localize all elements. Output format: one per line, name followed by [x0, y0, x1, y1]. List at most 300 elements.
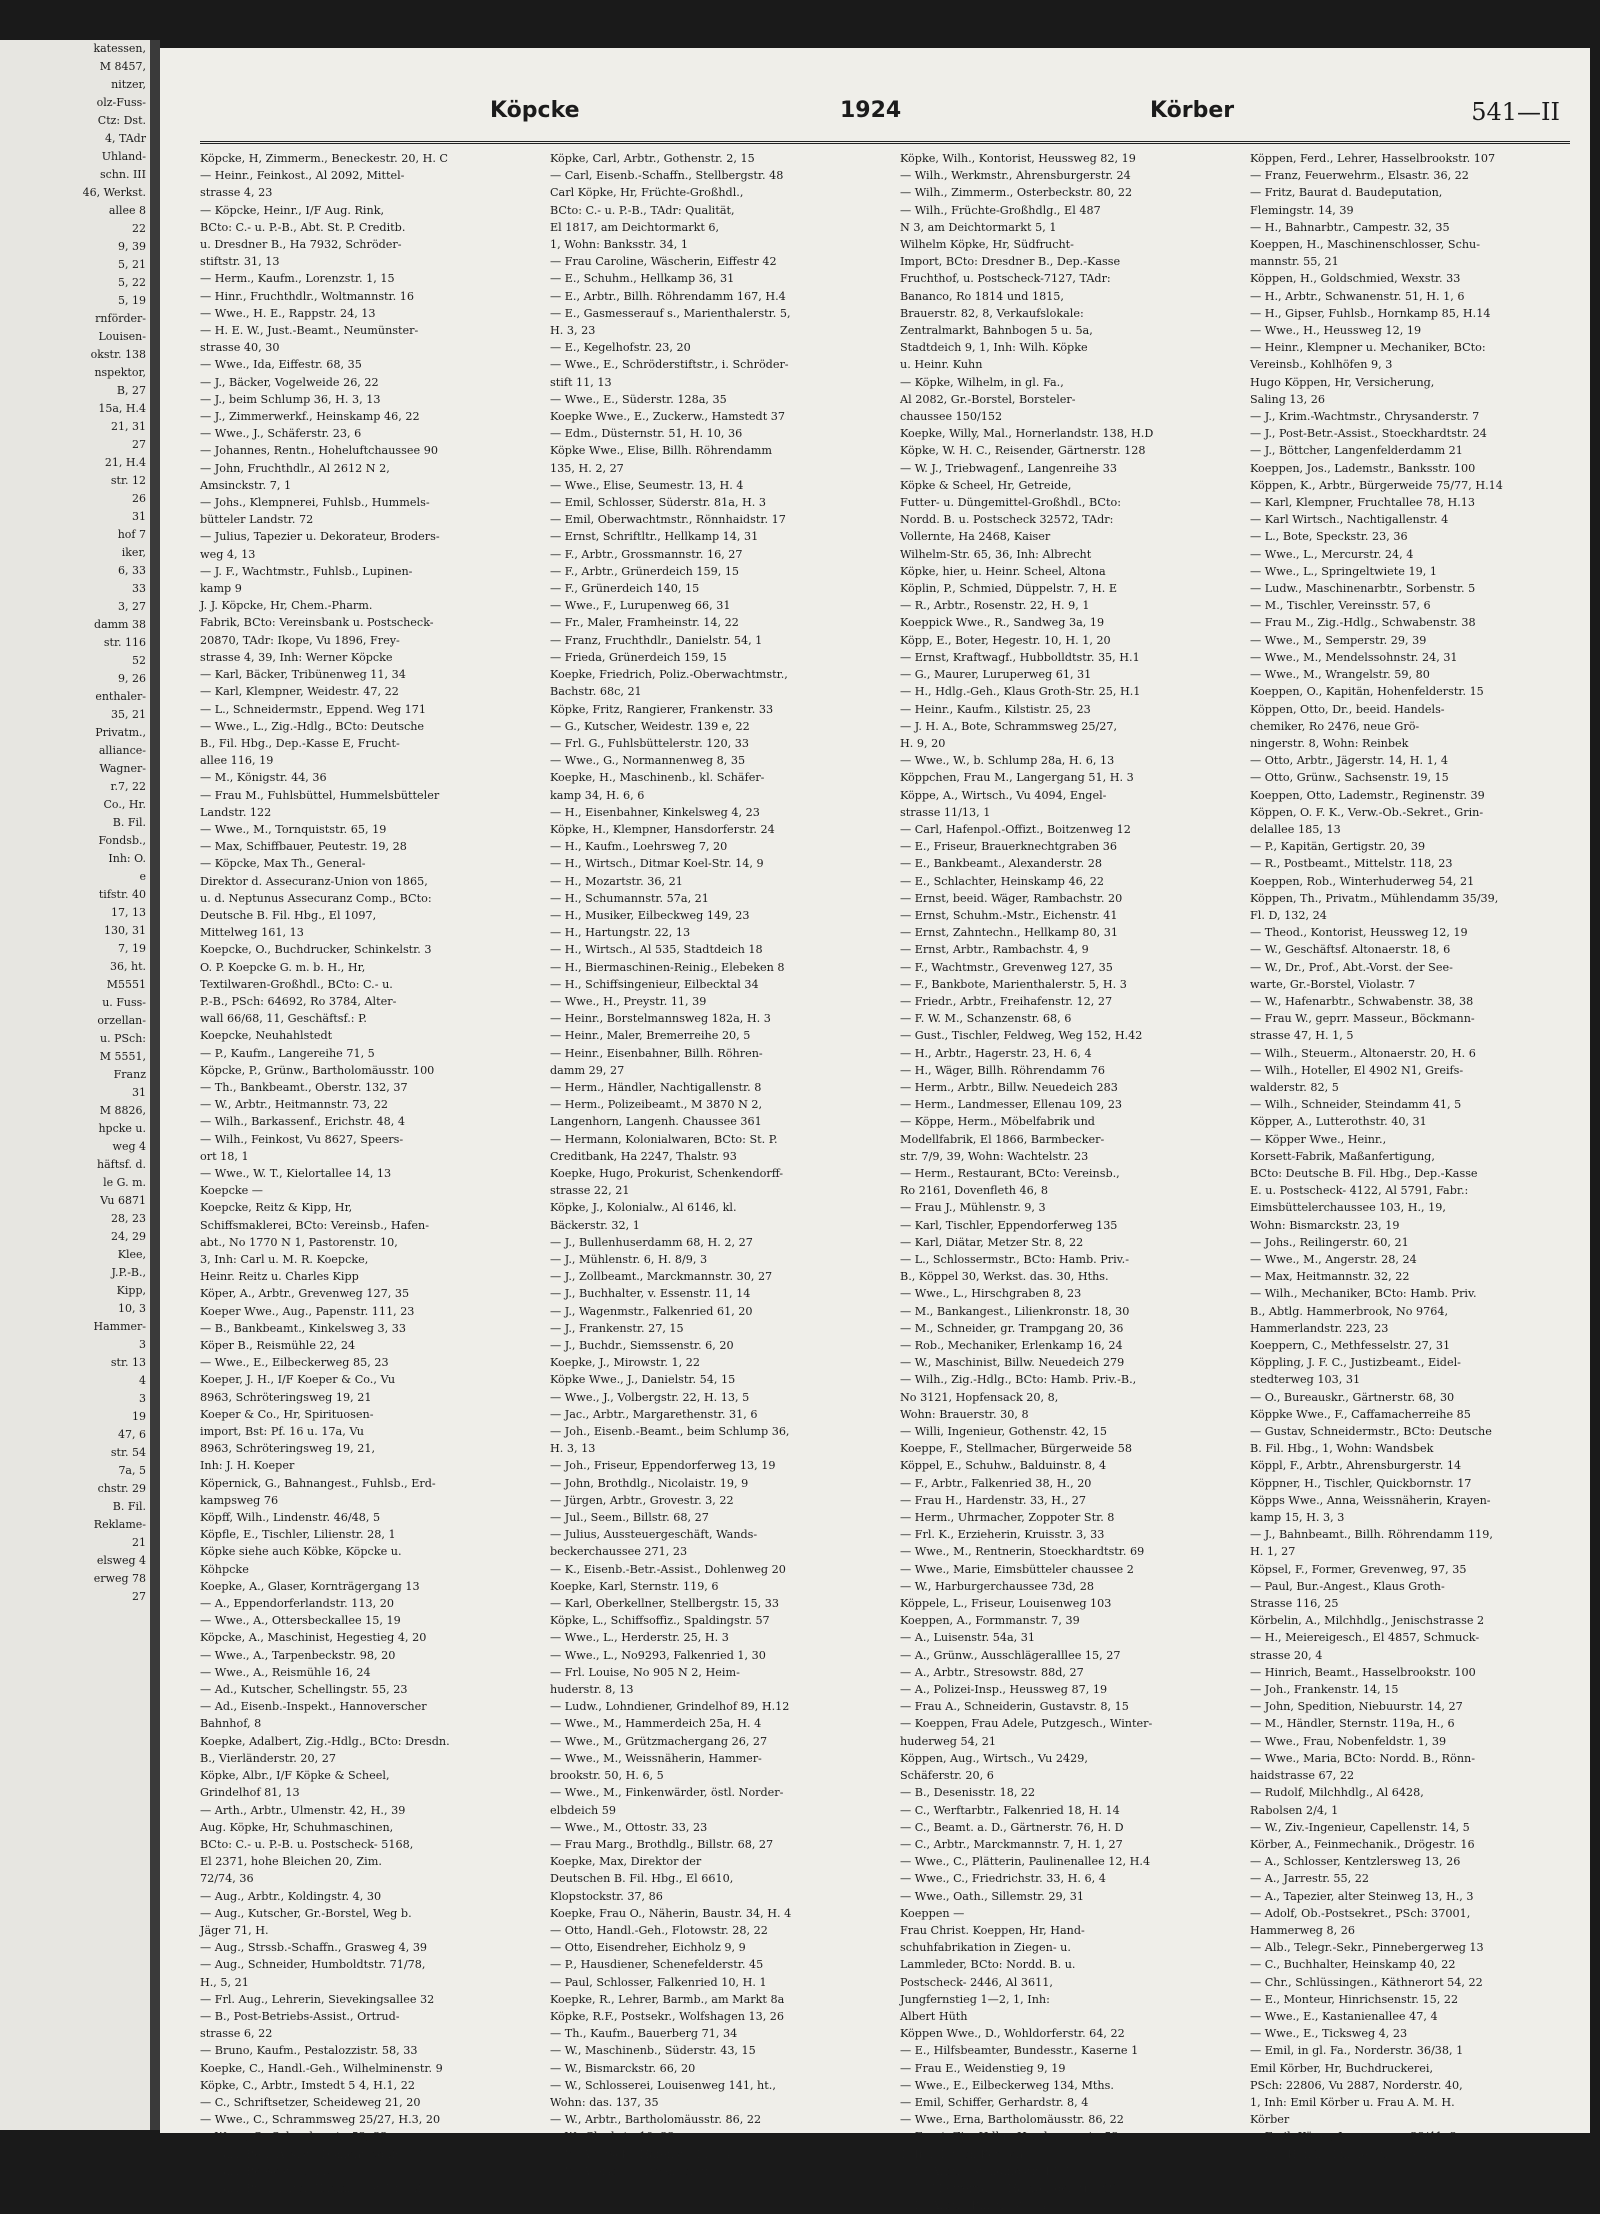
directory-entry: allee 116, 19 — [200, 754, 274, 768]
directory-entry: — Paul, Schlosser, Falkenried 10, H. 1 — [550, 1975, 767, 1989]
directory-entry: Albert Hüth — [900, 2009, 968, 2023]
directory-entry: chemiker, Ro 2476, neue Grö- — [1250, 719, 1420, 733]
directory-entry: — Franz, Fruchthdlr., Danielstr. 54, 1 — [550, 633, 763, 647]
prev-page-fragment: 4 — [139, 1374, 146, 1387]
prev-page-fragment: Privatm., — [95, 726, 146, 739]
directory-entry: — Herm., Händler, Nachtigallenstr. 8 — [550, 1080, 762, 1094]
prev-page-fragment: 22 — [132, 222, 146, 235]
directory-entry: Köppling, J. F. C., Justizbeamt., Eidel- — [1250, 1356, 1461, 1370]
directory-entry: Köppen, Ferd., Lehrer, Hasselbrookstr. 107 — [1250, 152, 1496, 165]
directory-entry: — W., Arbtr., Bartholomäusstr. 86, 22 — [550, 2113, 762, 2127]
directory-entry: — Frau A., Schneiderin, Gustavstr. 8, 15 — [900, 1700, 1129, 1714]
directory-entry: — Köppe, Herm., Möbelfabrik und — [900, 1115, 1095, 1129]
prev-page-fragment: olz-Fuss- — [96, 96, 146, 109]
directory-entry: ort 18, 1 — [200, 1149, 249, 1163]
prev-page-fragment: M5551 — [106, 978, 146, 991]
directory-entry: — Wilh., Hoteller, El 4902 N1, Greifs- — [1250, 1063, 1464, 1077]
directory-entry: Köpke, L., Schiffsoffiz., Spaldingstr. 57 — [550, 1614, 770, 1628]
directory-entry: — Wilh., Zimmerm., Osterbeckstr. 80, 22 — [900, 186, 1133, 200]
prev-page-fragment: 27 — [132, 1590, 146, 1603]
column-1 — [200, 150, 540, 2195]
prev-page-fragment: enthaler- — [95, 690, 146, 703]
prev-page-fragment: 15a, H.4 — [98, 402, 146, 415]
directory-entry: — E., Arbtr., Billh. Röhrendamm 167, H.4 — [550, 289, 786, 303]
directory-entry: strasse 4, 23 — [200, 186, 273, 200]
directory-entry: — Wwe., M., Ottostr. 33, 23 — [550, 1820, 708, 1834]
directory-entry: Saling 13, 26 — [1250, 392, 1325, 406]
directory-entry: — Hermann, Kolonialwaren, BCto: St. P. — [550, 1132, 778, 1146]
prev-page-fragment: allee 8 — [108, 204, 146, 217]
directory-entry: Bäckerstr. 32, 1 — [550, 1218, 640, 1232]
directory-entry: Köpke, hier, u. Heinr. Scheel, Altona — [900, 564, 1106, 578]
directory-entry: — J. H. A., Bote, Schrammsweg 25/27, — [900, 719, 1118, 733]
directory-entry: — Heinr., Eisenbahner, Billh. Röhren- — [550, 1046, 763, 1060]
directory-entry: — Wwe., E., Kastanienallee 47, 4 — [1250, 2009, 1438, 2023]
directory-entry: O. P. Koepcke G. m. b. H., Hr, — [200, 960, 366, 974]
directory-entry: Deutschen B. Fil. Hbg., El 6610, — [550, 1872, 734, 1886]
directory-entry: — Alb., Telegr.-Sekr., Pinnebergerweg 13 — [1250, 1941, 1484, 1955]
directory-entry: — Wwe., M., Grützmachergang 26, 27 — [550, 1734, 768, 1748]
directory-entry: 8963, Schröteringsweg 19, 21 — [200, 1390, 372, 1404]
directory-entry: Köpke, C., Arbtr., Imstedt 5 4, H.1, 22 — [200, 2078, 415, 2092]
directory-entry: — Wilh., Mechaniker, BCto: Hamb. Priv. — [1250, 1287, 1477, 1301]
prev-page-fragment: M 8457, — [99, 60, 146, 73]
directory-entry: — Otto, Eisendreher, Eichholz 9, 9 — [550, 1941, 746, 1955]
directory-entry: — Fritz, Baurat d. Baudeputation, — [1250, 186, 1443, 200]
directory-entry: H. 3, 23 — [550, 324, 596, 338]
directory-entry: H. 3, 13 — [550, 1442, 596, 1456]
directory-entry: — Köpcke, Max Th., General- — [200, 857, 366, 871]
directory-entry: Koepke Wwe., E., Zuckerw., Hamstedt 37 — [550, 410, 785, 424]
directory-entry: — P., Kapitän, Gertigstr. 20, 39 — [1250, 840, 1426, 854]
directory-entry: 20870, TAdr: Ikope, Vu 1896, Frey- — [200, 633, 400, 647]
directory-entry: — H., Hartungstr. 22, 13 — [550, 926, 691, 940]
directory-entry: delallee 185, 13 — [1250, 822, 1341, 836]
directory-entry: — Carl, Eisenb.-Schaffn., Stellbergstr. 48 — [550, 169, 784, 183]
directory-entry: — H., Meiereigesch., El 4857, Schmuck- — [1250, 1631, 1480, 1645]
directory-entry: Koepke, Friedrich, Poliz.-Oberwachtmstr., — [550, 668, 788, 682]
directory-entry: — Wwe., Marie, Eimsbütteler chaussee 2 — [900, 1562, 1134, 1576]
directory-entry: — Wwe., A., Tarpenbeckstr. 98, 20 — [200, 1648, 396, 1662]
directory-entry: — J., Wagenmstr., Falkenried 61, 20 — [550, 1304, 753, 1318]
directory-entry: — Karl, Klempner, Fruchtallee 78, H.13 — [1250, 496, 1475, 510]
directory-entry: — Karl, Klempner, Weidestr. 47, 22 — [200, 685, 399, 699]
directory-entry: — W., Maschinenb., Süderstr. 43, 15 — [550, 2044, 756, 2058]
directory-entry: — Wwe., M., Rentnerin, Stoeckhardtstr. 69 — [900, 1545, 1145, 1559]
directory-entry: kamp 15, H. 3, 3 — [1250, 1511, 1345, 1525]
prev-page-fragment: 10, 3 — [118, 1302, 146, 1315]
directory-entry: Heinr. Reitz u. Charles Kipp — [200, 1270, 359, 1284]
prev-page-fragment: 36, ht. — [110, 960, 146, 973]
directory-entry: — F., Arbtr., Grossmannstr. 16, 27 — [550, 547, 743, 561]
directory-entry: Jungfernstieg 1—2, 1, Inh: — [900, 1992, 1050, 2006]
prev-page-fragment: Inh: O. — [108, 852, 146, 865]
directory-entry: — M., Tischler, Vereinsstr. 57, 6 — [1250, 599, 1431, 613]
directory-entry: — Wilh., Früchte-Großhdlg., El 487 — [900, 203, 1101, 217]
prev-page-fragment: Ctz: Dst. — [97, 114, 146, 127]
directory-entry: strasse 20, 4 — [1250, 1648, 1323, 1662]
directory-entry: Köppl, F., Arbtr., Ahrensburgerstr. 14 — [1250, 1459, 1462, 1473]
directory-entry: Strasse 116, 25 — [1250, 1597, 1339, 1611]
directory-entry: — Frau J., Mühlenstr. 9, 3 — [900, 1201, 1046, 1215]
prev-page-fragment: hpcke u. — [98, 1122, 146, 1135]
prev-page-fragment: 4, TAdr — [105, 132, 146, 145]
directory-entry: Köppe, A., Wirtsch., Vu 4094, Engel- — [900, 788, 1107, 802]
directory-entry: — A., Tapezier, alter Steinweg 13, H., 3 — [1250, 1889, 1474, 1903]
directory-entry: Köpcke, H, Zimmerm., Beneckestr. 20, H. C — [200, 152, 448, 165]
prev-page-fragment: chstr. 29 — [97, 1482, 146, 1495]
directory-entry: — Wwe., W. T., Kielortallee 14, 13 — [200, 1166, 392, 1180]
directory-entry: Koeppen — — [900, 1906, 965, 1920]
directory-entry: H. 1, 27 — [1250, 1545, 1296, 1559]
directory-entry: — F., Grünerdeich 140, 15 — [550, 582, 700, 596]
directory-entry: import, Bst: Pf. 16 u. 17a, Vu — [200, 1425, 364, 1439]
directory-entry: — Wilh., Feinkost, Vu 8627, Speers- — [200, 1132, 404, 1146]
directory-entry: — H., Hdlg.-Geh., Klaus Groth-Str. 25, H.1 — [900, 685, 1141, 699]
directory-entry: — Gustav, Schneidermstr., BCto: Deutsche — [1250, 1425, 1492, 1439]
directory-entry: — Heinr., Borstelmannsweg 182a, H. 3 — [550, 1012, 771, 1026]
directory-entry: Köpke Wwe., Elise, Billh. Röhrendamm — [550, 444, 772, 458]
directory-page — [160, 48, 1590, 2213]
prev-page-fragment: str. 12 — [110, 474, 146, 487]
directory-entry: Koeppe, F., Stellmacher, Bürgerweide 58 — [900, 1442, 1132, 1456]
directory-entry: — Frau M., Fuhlsbüttel, Hummelsbütteler — [200, 788, 440, 802]
directory-entry: — H., Arbtr., Hagerstr. 23, H. 6, 4 — [900, 1046, 1092, 1060]
directory-entry: — W., Gluckstr. 10, 22 — [550, 2130, 675, 2144]
directory-entry: — Ernst, Schuhm.-Mstr., Eichenstr. 41 — [900, 908, 1118, 922]
directory-entry: Koepke, Frau O., Näherin, Baustr. 34, H. 4 — [550, 1906, 792, 1920]
prev-page-fragment: 7a, 5 — [118, 1464, 146, 1477]
directory-entry: Brauerstr. 82, 8, Verkaufslokale: — [900, 306, 1084, 320]
prev-page-fragment: 35, 21 — [111, 708, 146, 721]
prev-page-fragment: B. Fil. — [112, 816, 146, 829]
directory-entry: — Frau E., Weidenstieg 9, 19 — [900, 2061, 1066, 2075]
directory-entry: — A., Luisenstr. 54a, 31 — [900, 1631, 1035, 1645]
header-year: 1924 — [840, 98, 902, 123]
directory-entry: — W., Harburgerchaussee 73d, 28 — [900, 1579, 1094, 1593]
directory-entry: str. 7/9, 39, Wohn: Wachtelstr. 23 — [900, 1149, 1089, 1163]
directory-entry: — J., Böttcher, Langenfelderdamm 21 — [1250, 444, 1463, 458]
directory-entry: Köpp, E., Boter, Hegestr. 10, H. 1, 20 — [900, 633, 1111, 647]
directory-entry: — Wwe., J., Schäferstr. 23, 6 — [200, 427, 362, 441]
directory-entry: — J., Buchdr., Siemssenstr. 6, 20 — [550, 1339, 734, 1353]
directory-entry: Wilhelm Köpke, Hr, Südfrucht- — [900, 238, 1074, 252]
directory-entry: 3, Inh: Carl u. M. R. Koepcke, — [200, 1253, 369, 1266]
directory-entry: 1, Inh: Eugen Köppen — [900, 2147, 1024, 2161]
directory-entry: strasse 11/13, 1 — [900, 805, 991, 819]
directory-entry: — Aug., Kutscher, Gr.-Borstel, Weg b. — [200, 1906, 412, 1920]
directory-entry: — A., Arbtr., Stresowstr. 88d, 27 — [900, 1665, 1084, 1679]
directory-entry: — John, Fruchthdlr., Al 2612 N 2, — [200, 461, 390, 475]
directory-entry: Köpke, Fritz, Rangierer, Frankenstr. 33 — [550, 702, 774, 716]
directory-entry: u. Heinr. Kuhn — [900, 358, 983, 372]
directory-entry: — J., Mühlenstr. 6, H. 8/9, 3 — [550, 1253, 708, 1266]
directory-entry: Koeper & Co., Hr, Spirituosen- — [200, 1407, 374, 1421]
directory-entry: Zentralmarkt, Bahnbogen 5 u. 5a, — [900, 324, 1093, 338]
directory-entry: H. 9, 20 — [900, 736, 946, 750]
directory-entry: Wohn: Brauerstr. 30, 8 — [900, 1407, 1029, 1421]
directory-entry: — F., Arbtr., Spaldingstr. 47, 1 — [900, 2164, 1072, 2178]
prev-page-fragment: 24, 29 — [111, 1230, 146, 1243]
directory-entry: Fruchthof, u. Postscheck-7127, TAdr: — [900, 272, 1111, 286]
directory-entry: — Wilh., Schneider, Steindamm 41, 5 — [1250, 1098, 1462, 1112]
directory-entry: — Frl. K., Erzieherin, Kruisstr. 3, 33 — [900, 1528, 1105, 1542]
directory-entry: Köppen, Aug., Wirtsch., Vu 2429, — [900, 1751, 1088, 1765]
directory-entry: Koeppen, Rob., Winterhuderweg 54, 21 — [1250, 874, 1475, 888]
directory-entry: — E., Bankbeamt., Alexanderstr. 28 — [900, 857, 1102, 871]
directory-entry: Köhpcke — [200, 1562, 249, 1576]
directory-entry: Koeper Wwe., Aug., Papenstr. 111, 23 — [200, 1304, 415, 1318]
directory-entry: elbdeich 59 — [550, 1803, 616, 1817]
directory-entry: — C., Werftarbtr., Falkenried 18, H. 14 — [900, 1803, 1120, 1817]
directory-entry: Köppner, H., Tischler, Quickbornstr. 17 — [1250, 1476, 1472, 1490]
directory-entry: Köppele, L., Friseur, Louisenweg 103 — [900, 1597, 1112, 1611]
directory-entry: — Wwe., L., Herderstr. 25, H. 3 — [550, 1631, 729, 1645]
directory-entry: Koepcke, Reitz & Kipp, Hr, — [200, 1201, 353, 1215]
directory-entry: Köpcke, P., Grünw., Bartholomäusstr. 100 — [200, 1063, 435, 1077]
directory-entry: — Paul, Bur.-Angest., Klaus Groth- — [1250, 1579, 1445, 1593]
directory-entry: — J., Post-Betr.-Assist., Stoeckhardtstr. 24 — [1250, 427, 1487, 441]
directory-entry: — M., Händler, Sternstr. 119a, H., 6 — [1250, 1717, 1455, 1731]
directory-entry: Textilwaren-Großhdl., BCto: C.- u. — [200, 977, 393, 991]
prev-page-fragment: hof 7 — [117, 528, 146, 541]
directory-entry: chaussee 150/152 — [900, 410, 1003, 424]
directory-entry: — W., Werkf., Chrysanderstr. 8, 31 — [550, 2164, 745, 2178]
directory-entry: — M., Königstr. 44, 36 — [200, 771, 327, 785]
directory-entry: — Heinr., Maler, Bremerreihe 20, 5 — [550, 1029, 751, 1043]
directory-entry: — John, Spedition, Niebuurstr. 14, 27 — [1250, 1700, 1463, 1714]
directory-entry: — H., Bahnarbtr., Campestr. 32, 35 — [1250, 220, 1450, 234]
prev-page-fragment: 21 — [132, 1536, 146, 1549]
prev-page-fragment: e — [139, 870, 146, 883]
directory-entry: — Ernst, Zig.-Hdlg., Hamburgerstr. 53, — [900, 2130, 1123, 2144]
directory-entry: — Heinr., Klempner u. Mechaniker, BCto: — [1250, 341, 1486, 355]
directory-entry: — Ludw., Maschinenarbtr., Sorbenstr. 5 — [1250, 582, 1476, 596]
prev-page-fragment: str. 13 — [110, 1356, 146, 1369]
directory-entry: — Frau Marg., Brothdlg., Billstr. 68, 27 — [550, 1837, 774, 1851]
directory-entry: — Wwe., H., Preystr. 11, 39 — [550, 994, 707, 1008]
directory-entry: — E., Kegelhofstr. 23, 20 — [550, 341, 691, 355]
directory-entry: El 2371, hohe Bleichen 20, Zim. — [200, 1855, 382, 1869]
directory-entry: — Köpper Wwe., Heinr., — [1250, 1132, 1387, 1146]
prev-page-fragment: 3, 27 — [118, 600, 146, 613]
directory-entry: — Karl, Tischler, Eppendorferweg 135 — [900, 1218, 1118, 1232]
directory-entry: — W., Geschäftsf. Altonaerstr. 18, 6 — [1250, 943, 1451, 957]
directory-entry: Körbelin, A., Milchhdlg., Jenischstrasse 2 — [1250, 1614, 1485, 1628]
directory-entry: u. Dresdner B., Ha 7932, Schröder- — [200, 238, 402, 252]
directory-entry: — P., Hausdiener, Schenefelderstr. 45 — [550, 1958, 764, 1972]
directory-entry: Jäger 71, H. — [200, 1923, 269, 1937]
prev-page-fragment: 21, 31 — [111, 420, 146, 433]
directory-entry: Rabolsen 2/4, 1 — [1250, 1803, 1339, 1817]
directory-entry: — Emil, Küper, Langergang 38/41, 3 — [1250, 2130, 1457, 2144]
prev-page-fragment: okstr. 138 — [90, 348, 146, 361]
prev-page-fragment: häftsf. d. — [97, 1158, 146, 1171]
directory-entry: — Aug., Schneider, Humboldtstr. 71/78, — [200, 1958, 426, 1972]
directory-entry: stiftstr. 31, 13 — [200, 255, 280, 269]
directory-entry: — Köpcke, Heinr., I/F Aug. Rink, — [200, 203, 385, 217]
directory-entry: Koeppen, A., Formmanstr. 7, 39 — [900, 1614, 1080, 1628]
directory-entry: — C., Schriftsetzer, Scheideweg 21, 20 — [200, 2095, 421, 2109]
prev-page-fragment: B, 27 — [116, 384, 146, 397]
directory-entry: — A., Jarrestr. 55, 22 — [1250, 1872, 1370, 1886]
directory-entry: — H., Wirtsch., Ditmar Koel-Str. 14, 9 — [550, 857, 764, 871]
directory-entry: — J., Bahnbeamt., Billh. Röhrendamm 119, — [1250, 1528, 1493, 1542]
directory-entry: Koepke, H., Maschinenb., kl. Schäfer- — [550, 771, 765, 785]
directory-entry: Köpke, Albr., I/F Köpke & Scheel, — [200, 1769, 390, 1783]
directory-entry: — Frieda, Grünerdeich 159, 15 — [550, 650, 727, 664]
directory-entry: abt., No 1770 N 1, Pastorenstr. 10, — [200, 1235, 398, 1249]
directory-entry: — Johs., Reilingerstr. 60, 21 — [1250, 1235, 1409, 1249]
prev-page-fragment: 130, 31 — [104, 924, 146, 937]
directory-entry: — Ernst, Kraftwagf., Hubbolldtstr. 35, H.1 — [900, 650, 1140, 664]
directory-entry: — F., Arbtr., Grünerdeich 159, 15 — [550, 564, 740, 578]
directory-entry: strasse 40, 30 — [200, 341, 280, 355]
directory-entry: — K., Eisenb.-Betr.-Assist., Dohlenweg 20 — [550, 1562, 786, 1576]
directory-entry: — F., Bankbote, Marienthalerstr. 5, H. 3 — [900, 977, 1127, 991]
directory-entry: Koeppen, O., Kapitän, Hohenfelderstr. 15 — [1250, 685, 1484, 699]
directory-entry: BCto: C.- u. P.-B., Abt. St. P. Creditb. — [200, 220, 406, 234]
directory-entry: — Wilh., Werkmstr., Ahrensburgerstr. 24 — [900, 169, 1131, 183]
page-number: 541—II — [1471, 98, 1560, 126]
directory-entry: — Wwe., L., Zig.-Hdlg., BCto: Deutsche — [200, 719, 425, 733]
directory-entry: — Wwe., M., Semperstr. 29, 39 — [1250, 633, 1427, 647]
prev-page-fragment: Hammer- — [93, 1320, 146, 1333]
directory-entry: — Wwe., Maria, BCto: Nordd. B., Rönn- — [1250, 1751, 1476, 1765]
directory-entry: Köppen, O. F. K., Verw.-Ob.-Sekret., Grin- — [1250, 805, 1484, 819]
directory-entry: — Emil, in gl. Fa., Norderstr. 36/38, 1 — [1250, 2044, 1464, 2058]
directory-entry: P.-B., PSch: 64692, Ro 3784, Alter- — [200, 994, 397, 1008]
directory-entry: — Joh., Friseur, Eppendorferweg 13, 19 — [550, 1459, 776, 1473]
directory-entry: Koeper, J. H., I/F Koeper & Co., Vu — [200, 1373, 396, 1387]
directory-entry: — Herm., Restaurant, BCto: Vereinsb., — [900, 1166, 1120, 1180]
directory-entry: Koeppen, Jos., Lademstr., Banksstr. 100 — [1250, 461, 1476, 475]
directory-entry: PSch: 22806, Vu 2887, Norderstr. 40, — [1250, 2078, 1463, 2092]
directory-entry: — Joh., Frankenstr. 14, 15 — [1250, 1683, 1399, 1697]
directory-entry: — Willi, Ingenieur, Gothenstr. 42, 15 — [900, 1425, 1107, 1439]
directory-entry: — Joh., Eisenb.-Beamt., beim Schlump 36, — [550, 1425, 790, 1439]
directory-entry: Wilhelm-Str. 65, 36, Inh: Albrecht — [900, 547, 1092, 561]
prev-page-fragment: M 5551, — [99, 1050, 146, 1063]
directory-entry: — Wwe., G., Normannenweg 8, 35 — [550, 754, 746, 768]
previous-page-edge — [0, 40, 150, 2130]
prev-page-fragment: Wagner- — [99, 762, 146, 775]
directory-entry: — R., Arbtr., Rosenstr. 22, H. 9, 1 — [900, 599, 1090, 613]
prev-page-fragment: erweg 78 — [93, 1572, 146, 1585]
directory-entry: — Koeppen, Frau Adele, Putzgesch., Winter- — [900, 1717, 1153, 1731]
prev-page-fragment: 9, 39 — [118, 240, 146, 253]
directory-entry: — Wwe., M., Hammerdeich 25a, H. 4 — [550, 1717, 762, 1731]
directory-entry: — W., Bismarckstr. 66, 20 — [550, 2061, 696, 2075]
directory-entry: Fl. D, 132, 24 — [1250, 908, 1327, 922]
directory-entry: Schiffsmaklerei, BCto: Vereinsb., Hafen- — [200, 1218, 430, 1232]
prev-page-fragment: Louisen- — [98, 330, 146, 343]
directory-entry: — Theod., Kontorist, Heussweg 12, 19 — [1250, 926, 1468, 940]
directory-entry: — H. E. W., Just.-Beamt., Neumünster- — [200, 324, 419, 338]
directory-entry: kampsweg 76 — [200, 1493, 279, 1507]
directory-entry: Vollernte, Ha 2468, Kaiser — [900, 530, 1051, 544]
directory-entry: — Wwe., M., Weissnäherin, Hammer- — [550, 1751, 762, 1765]
directory-entry: Köper, A., Arbtr., Grevenweg 127, 35 — [200, 1287, 410, 1301]
directory-entry: — Wwe., Erna, Bartholomäusstr. 86, 22 — [900, 2113, 1124, 2127]
prev-page-fragment: weg 4 — [112, 1140, 146, 1153]
directory-entry: Hammerlandstr. 223, 23 — [1250, 1321, 1389, 1335]
directory-entry: — Fr., Maler, Framheinstr. 14, 22 — [550, 616, 739, 630]
directory-entry: Köpke, H., Klempner, Hansdorferstr. 24 — [550, 822, 775, 836]
directory-entry: — Wwe., A., Ottersbeckallee 15, 19 — [200, 1614, 401, 1628]
directory-entry: Ro 2161, Dovenfleth 46, 8 — [900, 1184, 1048, 1198]
directory-entry: Köppke Wwe., F., Caffamacherreihe 85 — [1250, 1407, 1471, 1421]
directory-entry: Aug. Köpke, Hr, Schuhmaschinen, — [200, 1820, 394, 1834]
prev-page-fragment: Uhland- — [101, 150, 146, 163]
column-3 — [900, 150, 1240, 2213]
directory-entry: No 3121, Hopfensack 20, 8, — [900, 1390, 1059, 1404]
prev-page-fragment: Klee, — [117, 1248, 146, 1261]
directory-entry: — Emil, Schlosser, Süderstr. 81a, H. 3 — [550, 496, 767, 510]
prev-page-fragment: katessen, — [93, 42, 146, 55]
directory-entry: Koepke, Hugo, Prokurist, Schenkendorff- — [550, 1166, 784, 1180]
directory-entry: Korsett-Fabrik, Maßanfertigung, — [1250, 1149, 1435, 1163]
directory-entry: — Fr., Händl., Lindleystr. 33a, 27 — [1250, 2147, 1438, 2161]
directory-entry: Modellfabrik, El 1866, Barmbecker- — [900, 1132, 1105, 1146]
directory-entry: Inh: J. H. Koeper — [200, 1459, 295, 1473]
directory-entry: — Arth., Arbtr., Ulmenstr. 42, H., 39 — [200, 1803, 406, 1817]
prev-page-fragment: 52 — [132, 654, 146, 667]
directory-entry: Köpke, Carl, Arbtr., Gothenstr. 2, 15 — [550, 152, 755, 165]
directory-entry: Schäferstr. 20, 6 — [900, 1769, 994, 1783]
directory-entry: — A., Grünw., Ausschlägeralllee 15, 27 — [900, 1648, 1121, 1662]
directory-entry: Köppchen, Frau M., Langergang 51, H. 3 — [900, 771, 1134, 785]
header-right-keyword: Körber — [1150, 98, 1235, 123]
directory-entry: — Frl. Louise, No 905 N 2, Heim- — [550, 1665, 740, 1679]
prev-page-fragment: u. Fuss- — [102, 996, 146, 1009]
directory-entry: — Rudolf, Milchhdlg., Al 6428, — [1250, 1786, 1424, 1800]
directory-entry: — Julius, Aussteuergeschäft, Wands- — [550, 1528, 758, 1542]
prev-page-fragment: 3 — [139, 1392, 146, 1405]
directory-entry: — Julius, Tapezier u. Dekorateur, Broders- — [200, 530, 440, 544]
directory-entry: — W. J., Triebwagenf., Langenreihe 33 — [900, 461, 1117, 475]
header-rule — [200, 141, 1570, 144]
directory-entry: strasse 47, H. 1, 5 — [1250, 1029, 1354, 1043]
directory-entry: — Wwe., E., Süderstr. 128a, 35 — [550, 392, 727, 406]
directory-entry: — Frau W., geprr. Masseur., Böckmann- — [1250, 1012, 1475, 1026]
directory-entry: — G., Kutscher, Weidestr. 139 e, 22 — [550, 719, 750, 733]
directory-entry: Koeppick Wwe., R., Sandweg 3a, 19 — [900, 616, 1105, 630]
prev-page-fragment: le G. m. — [103, 1176, 146, 1189]
directory-entry: — Wwe., M., Finkenwärder, östl. Norder- — [550, 1786, 784, 1800]
directory-entry: Köpps Wwe., Anna, Weissnäherin, Krayen- — [1250, 1493, 1491, 1507]
prev-page-fragment: Reklame- — [93, 1518, 146, 1531]
directory-entry: Köpcke, A., Maschinist, Hegestieg 4, 20 — [200, 1631, 427, 1645]
directory-entry: Körber, A., Feinmechanik., Drögestr. 16 — [1250, 1837, 1475, 1851]
directory-entry: Klopstockstr. 37, 86 — [550, 1889, 663, 1903]
directory-entry: — M., Bankangest., Lilienkronstr. 18, 30 — [900, 1304, 1130, 1318]
directory-entry: Koeppern, C., Methfesselstr. 27, 31 — [1250, 1339, 1451, 1353]
prev-page-fragment: damm 38 — [94, 618, 146, 631]
directory-entry: — Chr., Schlüssingen., Käthnerort 54, 22 — [1250, 1975, 1483, 1989]
directory-entry: E. u. Postscheck- 4122, Al 5791, Fabr.: — [1250, 1184, 1469, 1198]
directory-entry: ningerstr. 8, Wohn: Reinbek — [1250, 736, 1409, 750]
directory-entry: N 3, am Deichtormarkt 5, 1 — [900, 220, 1057, 234]
prev-page-fragment: iker, — [121, 546, 146, 559]
directory-entry: Köppen, Th., Privatm., Mühlendamm 35/39, — [1250, 891, 1499, 905]
directory-entry: — Carl, Hafenpol.-Offizt., Boitzenweg 12 — [900, 822, 1131, 836]
directory-entry: — J., Bäcker, Vogelweide 26, 22 — [200, 375, 379, 389]
prev-page-fragment: 3 — [139, 1338, 146, 1351]
directory-entry: — J., beim Schlump 36, H. 3, 13 — [200, 392, 381, 406]
directory-entry: — H., Kaufm., Loehrsweg 7, 20 — [550, 840, 728, 854]
directory-entry: Köppel, E., Schuhw., Balduinstr. 8, 4 — [900, 1459, 1107, 1473]
